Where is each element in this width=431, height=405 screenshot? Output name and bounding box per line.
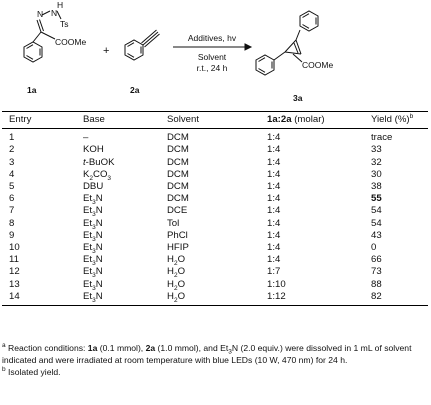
cell-yield: 82 [371,291,428,306]
product-top-benzene-ring [300,11,318,31]
footnote-a-compound-2a: 2a [145,343,156,353]
cell-solvent: DCM [167,181,189,193]
cell-ratio: 1:7 [267,266,281,278]
header-ratio-compounds: 1a:2a [267,114,292,125]
cell-base: DBU [83,181,104,193]
cell-yield: 88 [371,278,382,290]
table-row [2,242,428,254]
cell-base: $Et_3N$ [83,217,103,231]
compound-1a-label: 1a [27,85,37,95]
cell-solvent: HFIP [167,242,189,254]
footnote-a-subscript: 3 [228,348,232,356]
cell-yield: 38 [371,181,382,193]
table-footnotes [2,342,426,379]
cell-base: $Et_3N$ [83,242,103,255]
cell-solvent: $H_2O$ [167,266,186,280]
cell-base: $Et_3N$ [83,229,103,243]
table-row [2,266,428,278]
cell-ratio: 1:4 [267,217,281,229]
cell-entry: 4 [9,168,15,180]
cell-ratio: 1:10 [267,278,286,290]
reaction-conditions-time: r.t., 24 h [196,63,228,73]
cell-ratio: 1:4 [267,156,281,168]
table-row [2,254,428,266]
cell-ratio: 1:4 [267,254,281,266]
table-row [2,193,428,205]
table-row [2,181,428,193]
table-row [2,230,428,242]
cell-yield: 54 [371,205,382,217]
table-row [2,169,428,181]
cell-yield: 66 [371,254,382,266]
cell-solvent: $H_2O$ [167,278,186,292]
cell-solvent: $H_2O$ [167,291,267,306]
header-yield-footnote-mark: b [409,112,414,120]
cell-solvent: DCM [167,132,189,144]
header-base: Base [83,112,167,129]
footnote-a [2,342,426,366]
footnote-a-text-part: (0.1 mmol), [97,343,146,353]
compound-1a-benzene-ring [24,42,42,62]
cell-base: $Et_3N$ [83,291,167,306]
cell-ratio: 1:4 [267,181,281,193]
cell-yield: 43 [371,229,382,241]
compound-2a-benzene-ring [125,40,143,60]
cell-ratio: 1:4 [267,144,281,156]
header-yield-label: Yield (%) [371,114,410,125]
cell-ratio: 1:4 [267,205,281,217]
compound-2a-label: 2a [130,85,140,95]
product-left-benzene-ring [256,55,274,75]
footnote-a-text-part: Reaction conditions: [5,343,88,353]
cell-yield: 30 [371,168,382,180]
cell-entry: 1 [9,132,15,144]
cell-base: $K_2CO_3$ [83,168,112,182]
cell-entry: 7 [9,205,15,217]
cell-solvent: DCM [167,193,189,205]
header-yield [371,112,428,129]
cell-ratio: 1:4 [267,242,281,254]
optimization-table [2,111,428,306]
ester-label-1a: COOMe [55,37,87,47]
table-row [2,157,428,169]
footnote-a-text-part: N (2.0 equiv.) were dissolved in 1 mL of solvent indicated and were irradiated at room temperature with blue LEDs (10 W, 470 nm) for 24 h. [2,343,412,366]
table-row [2,291,428,306]
cell-base: – [83,132,89,144]
plus-sign: + [103,45,110,57]
cell-yield: 73 [371,266,382,278]
footnote-a-mark: a [2,342,6,350]
cell-entry: 10 [9,242,20,254]
table-body [2,129,428,306]
cell-ratio: 1:4 [267,168,281,180]
cell-entry: 12 [9,266,20,278]
table-row [2,218,428,230]
cell-entry: 8 [9,217,15,229]
cell-base: KOH [83,144,104,156]
footnote-b [2,366,426,378]
ts-label: Ts [60,19,69,29]
cell-base: $Et_3N$ [83,278,103,292]
cell-entry: 2 [9,144,15,156]
reaction-conditions-solvent: Solvent [197,52,227,62]
footnote-b-text: Isolated yield. [5,367,61,378]
cell-base: $Et_3N$ [83,205,103,219]
cell-solvent: Tol [167,217,180,229]
footnote-a-text-part: (1.0 mmol), and Et [155,343,229,353]
cell-entry: 13 [9,278,20,290]
cell-ratio: 1:4 [267,132,281,144]
reaction-scheme [0,0,431,105]
cell-ratio: 1:12 [267,291,371,306]
cell-yield: 33 [371,144,382,156]
cell-solvent: DCM [167,144,189,156]
cell-entry: 11 [9,254,19,266]
cell-ratio: 1:4 [267,229,281,241]
cell-yield: trace [371,132,393,144]
table-header-row [2,112,428,129]
header-entry: Entry [2,112,83,129]
cell-yield: 54 [371,217,382,229]
table-row [2,144,428,156]
cell-entry: 9 [9,229,15,241]
table-row [2,205,428,217]
header-solvent: Solvent [167,112,267,129]
cell-base: $Et_3N$ [83,254,103,268]
cell-entry: 6 [9,193,15,205]
product-cyclopropene [285,40,301,54]
n-label: N [37,9,44,19]
header-ratio-unit: (molar) [291,114,325,125]
table-row [2,129,428,145]
cell-base: $Et_3N$ [83,193,103,207]
nh-label: N [51,8,58,18]
footnote-b-mark: b [2,366,6,374]
cell-base: $Et_3N$ [83,266,103,280]
cell-solvent: DCM [167,168,189,180]
cell-yield: 32 [371,156,382,168]
cell-ratio: 1:4 [267,193,281,205]
cell-entry: 5 [9,181,15,193]
cell-yield: 55 [371,193,382,205]
h-label: H [57,0,64,10]
cell-solvent: DCM [167,156,189,168]
footnote-a-compound-1a: 1a [87,343,98,353]
header-ratio [267,112,371,129]
cell-solvent: DCE [167,205,188,217]
cell-solvent: $H_2O$ [167,254,186,268]
table-row [2,279,428,291]
cell-base: t-BuOK [83,156,115,168]
cell-solvent: PhCl [167,229,188,241]
product-label: 3a [293,93,303,103]
ester-label-3a: COOMe [302,60,334,70]
cell-entry: 14 [2,291,83,306]
cell-yield: 0 [371,242,377,254]
reaction-conditions-top: Additives, hv [187,33,237,43]
cell-entry: 3 [9,156,15,168]
